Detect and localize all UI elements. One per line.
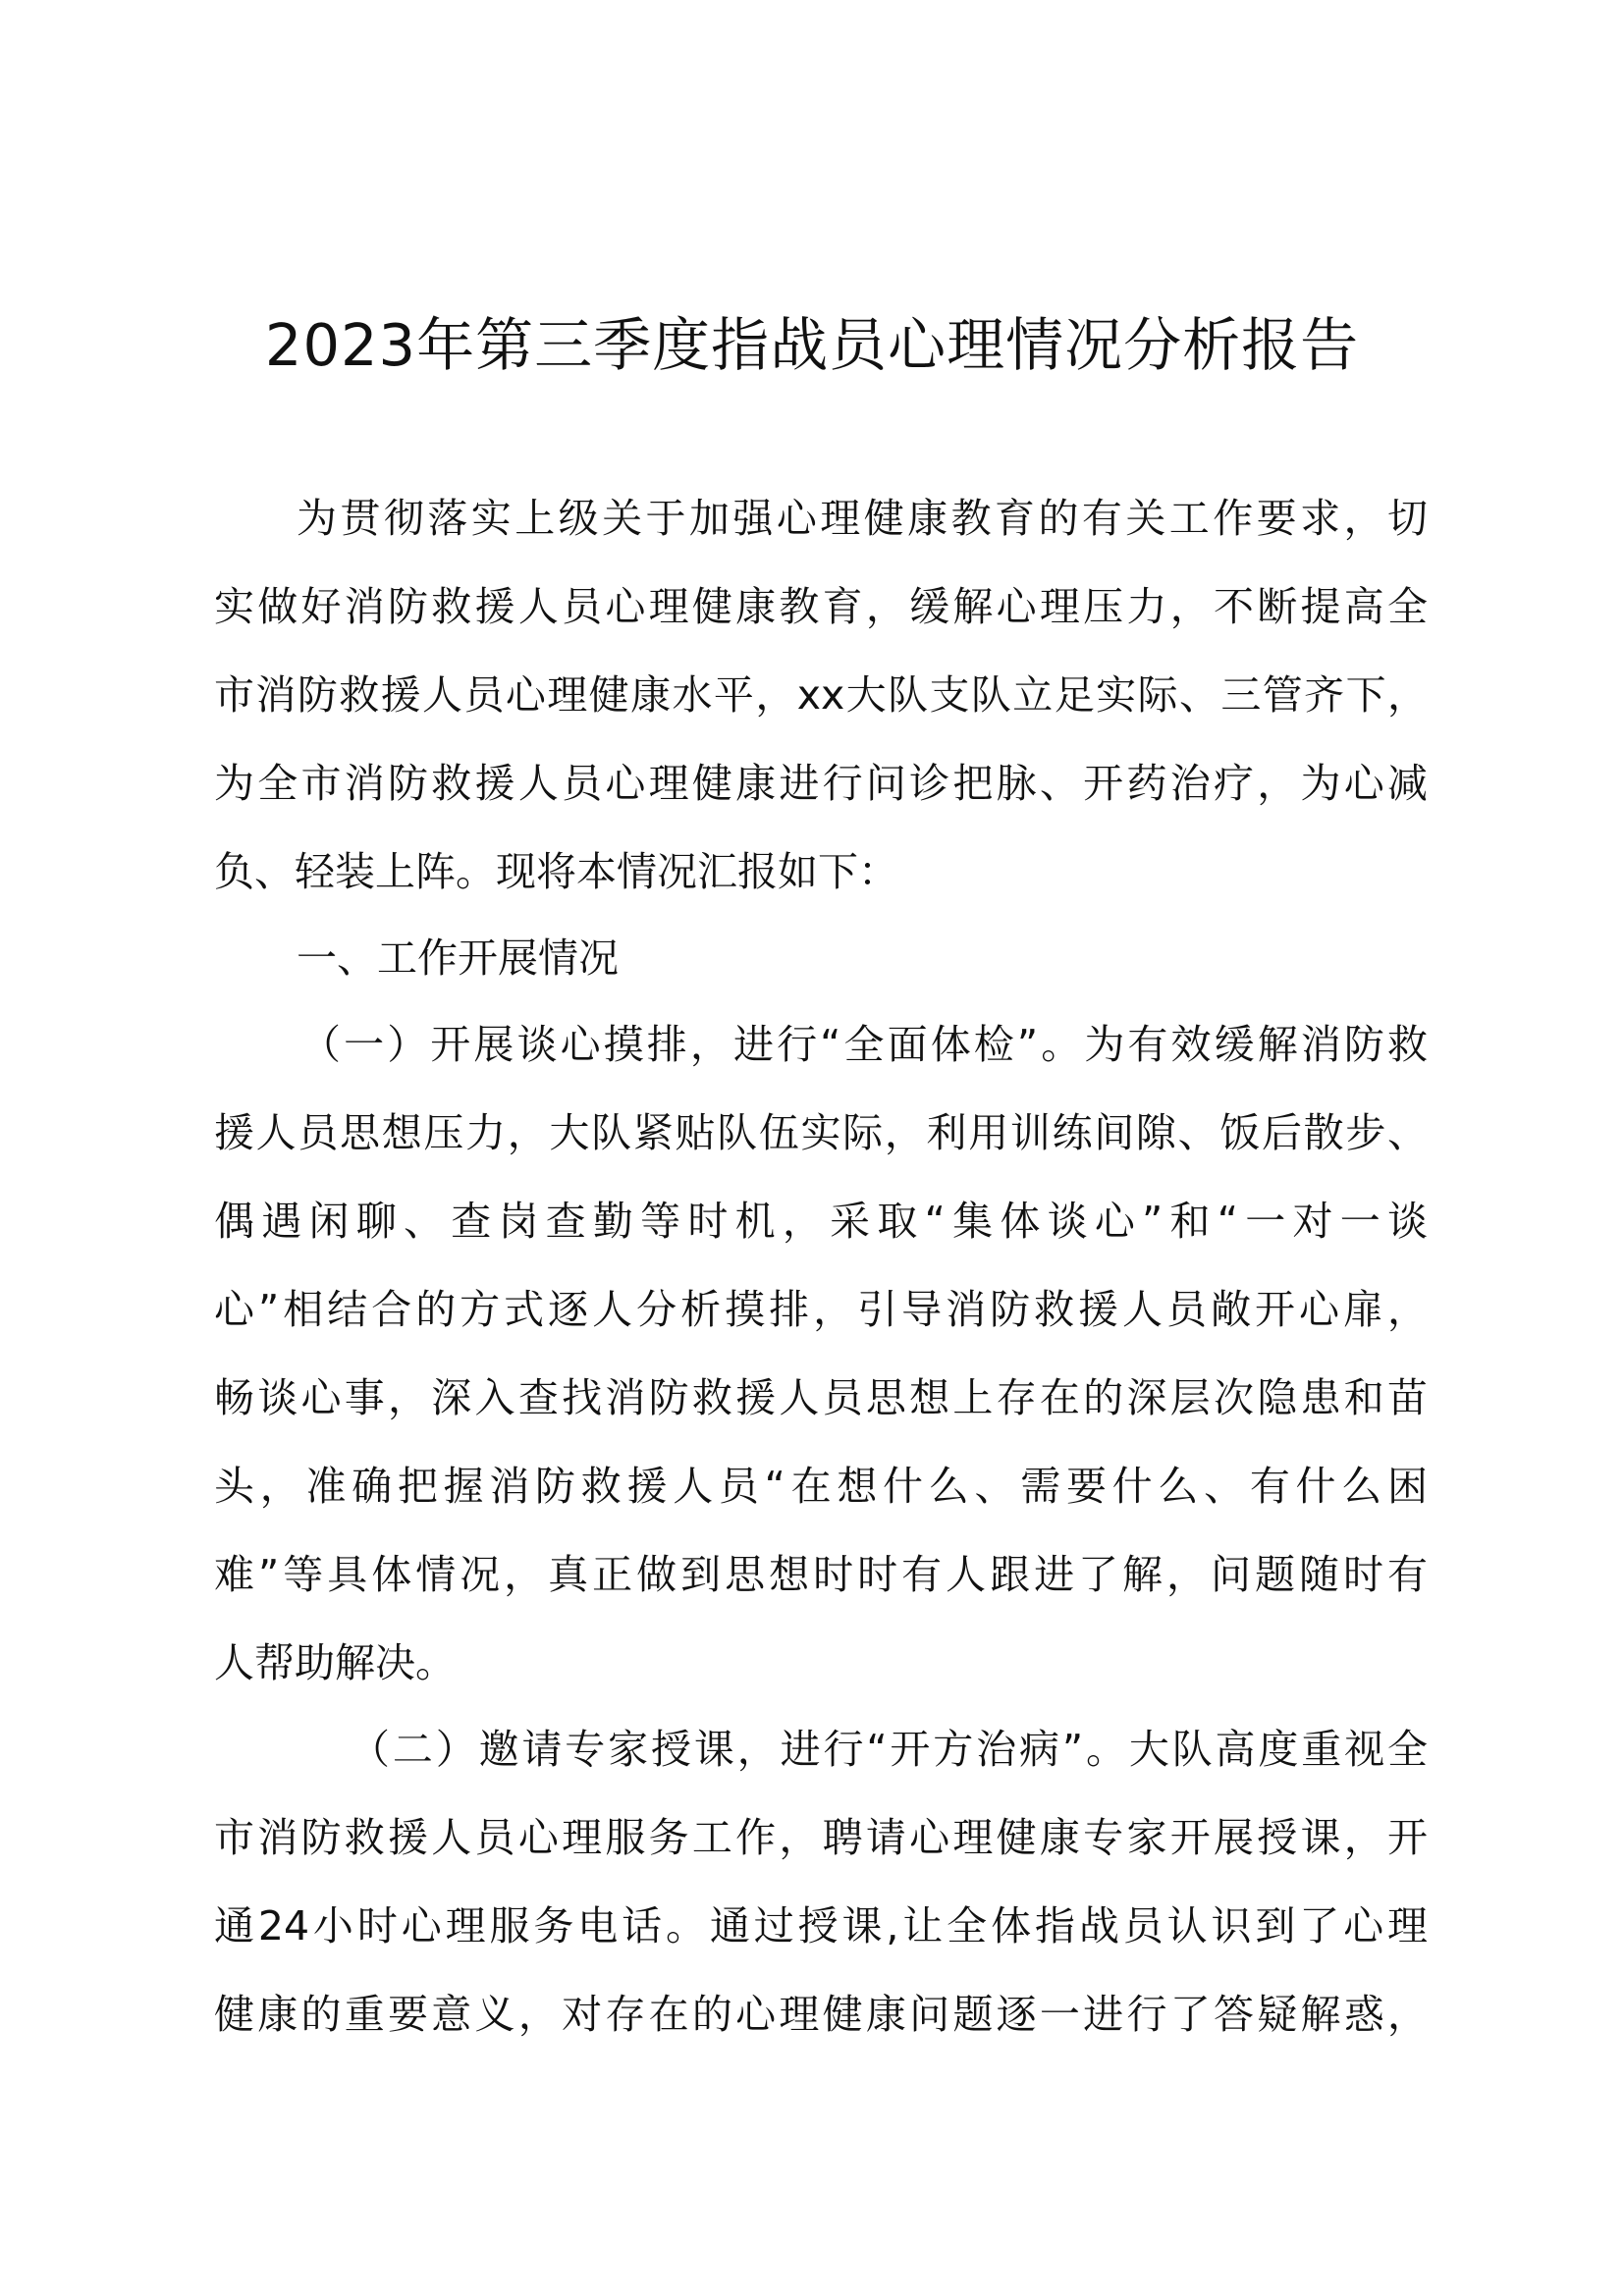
intro-line-2: 实做好消防救援人员心理健康教育，缓解心理压力，不断提高全 [214,583,1428,630]
section-heading-1: 一、工作开展情况 [297,934,619,982]
item1-line-8: 人帮助解决。 [214,1639,456,1686]
item1-line-6: 头，准确把握消防救援人员“在想什么、需要什么、有什么困 [214,1463,1428,1510]
item1-line-4: 心”相结合的方式逐人分析摸排，引导消防救援人员敞开心扉， [214,1286,1428,1333]
intro-line-3: 市消防救援人员心理健康水平，xx大队支队立足实际、三管齐下， [214,671,1428,719]
item2-line-1: （二）邀请专家授课，进行“开方治病”。大队高度重视全 [350,1726,1428,1773]
item1-line-7: 难”等具体情况，真正做到思想时时有人跟进了解，问题随时有 [214,1551,1428,1598]
item2-line-2: 市消防救援人员心理服务工作，聘请心理健康专家开展授课，开 [214,1814,1428,1861]
item1-line-2: 援人员思想压力，大队紧贴队伍实际，利用训练间隙、饭后散步、 [214,1109,1428,1156]
item1-line-1: （一）开展谈心摸排，进行“全面体检”。为有效缓解消防救 [300,1021,1428,1068]
intro-line-1: 为贯彻落实上级关于加强心理健康教育的有关工作要求，切 [297,495,1428,542]
item2-line-3: 通24小时心理服务电话。通过授课,让全体指战员认识到了心理 [214,1902,1428,1949]
intro-line-5: 负、轻装上阵。现将本情况汇报如下： [214,848,898,895]
item1-line-3: 偶遇闲聊、查岗查勤等时机，采取“集体谈心”和“一对一谈 [214,1198,1428,1245]
document-title: 2023年第三季度指战员心理情况分析报告 [264,311,1360,379]
item2-line-4: 健康的重要意义，对存在的心理健康问题逐一进行了答疑解惑， [214,1991,1428,2038]
intro-line-4: 为全市消防救援人员心理健康进行问诊把脉、开药治疗，为心减 [214,760,1428,807]
item1-line-5: 畅谈心事，深入查找消防救援人员思想上存在的深层次隐患和苗 [214,1374,1428,1421]
